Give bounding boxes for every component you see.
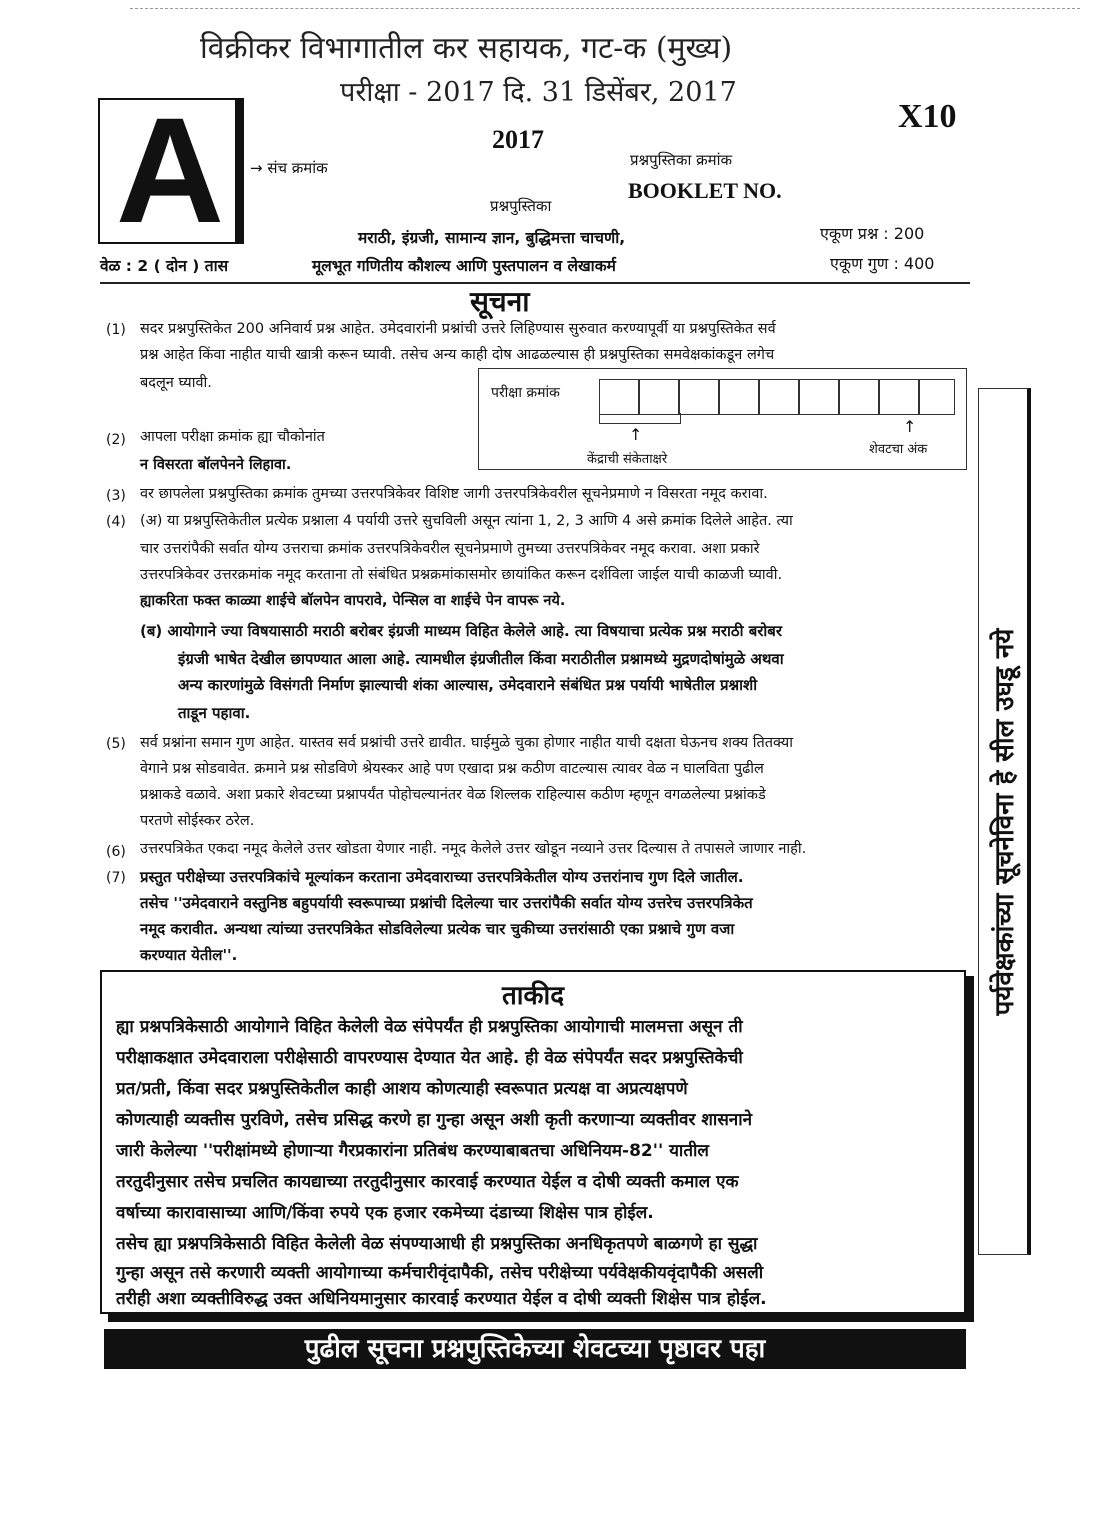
warning-box — [100, 970, 966, 1314]
instruction-4a-line-4: ह्याकरिता फक्त काळ्या शाईचे बॉलपेन वापरावे, पेन्सिल वा शाईचे पेन वापरू नये. — [140, 593, 566, 609]
last-digit-arrow-icon: ↑ — [903, 417, 917, 436]
instruction-4a-line-2: चार उत्तरांपैकी सर्वात योग्य उत्तराचा क्रमांक उत्तरपत्रिकेवरील सूचनेप्रमाणे तुमच्या उत्तरपत्रिकेवर नमूद करावा. अशा प्रकारे — [140, 541, 760, 557]
item-number-6: (6) — [106, 844, 126, 860]
instruction-4a-line-3: उत्तरपत्रिकेवर उत्तरक्रमांक नमूद करताना तो संबंधित प्रश्नक्रमांकासमोर छायांकित करून दर्शविला जाईल याची काळजी घ्यावी. — [140, 567, 783, 583]
roll-number-box — [478, 368, 967, 470]
instruction-5-line-3: प्रश्नाकडे वळावे. अशा प्रकारे शेवटच्या प्रश्नापर्यंत पोहोचल्यानंतर वेळ शिल्लक राहिल्यास कठीण म्हणून वगळलेल्या प्रश्नांकडे — [140, 787, 766, 803]
footer-banner: पुढील सूचना प्रश्नपुस्तिकेच्या शेवटच्या पृष्ठावर पहा — [104, 1329, 966, 1369]
set-letter-box — [98, 86, 242, 254]
header-divider — [100, 282, 970, 284]
booklet-no-label-mr: प्रश्नपुस्तिका क्रमांक — [630, 151, 732, 169]
instruction-5-line-2: वेगाने प्रश्न सोडवावेत. क्रमाने प्रश्न सोडविणे श्रेयस्कर आहे पण एखादा प्रश्न कठीण वाटल्यास त्यावर वेळ न घालविता पुढील — [140, 761, 764, 777]
roll-digit-box-1[interactable] — [599, 379, 639, 415]
warning-line-2: परीक्षाकक्षात उमेदवाराला परीक्षेसाठी वापरण्यास देण्यात येत आहे. ही वेळ संपेपर्यंत सदर प्रश्नपुस्तिकेची — [116, 1048, 743, 1068]
roll-digit-box-5[interactable] — [759, 379, 799, 415]
warning-line-1: ह्या प्रश्नपत्रिकेसाठी आयोगाने विहित केलेली वेळ संपेपर्यंत ही प्रश्नपुस्तिका आयोगाची मालमत्ता असून ती — [116, 1017, 743, 1037]
warning-box-shadow-bottom — [108, 1314, 974, 1322]
roll-digit-box-8[interactable] — [879, 379, 919, 415]
set-label: → संच क्रमांक — [250, 159, 328, 177]
booklet-label: प्रश्नपुस्तिका — [490, 197, 552, 215]
warning-line-9: गुन्हा असून तसे करणारी व्यक्ती आयोगाच्या कर्मचारीवृंदापैकी, तसेच परीक्षेच्या पर्यवेक्षकीयवृंदापैकी असली — [116, 1263, 764, 1283]
instruction-4b-line-1: (ब) आयोगाने ज्या विषयासाठी मराठी बरोबर इंग्रजी माध्यम विहित केलेले आहे. त्या विषयाचा प्रत्येक प्रश्न मराठी बरोबर — [140, 622, 782, 640]
instruction-4b-line-2: इंग्रजी भाषेत देखील छापण्यात आला आहे. त्यामधील इंग्रजीतील किंवा मराठीतील प्रश्नामध्ये मुद्रणदोषांमुळे अथवा — [178, 650, 784, 668]
warning-title: ताकीद — [501, 981, 565, 1011]
instruction-3-line-1: वर छापलेला प्रश्नपुस्तिका क्रमांक तुमच्या उत्तरपत्रिकेवर विशिष्ट जागी उत्तरपत्रिकेवरील सूचनेप्रमाणे न विसरता नमूद करावा. — [140, 486, 768, 502]
instruction-1-line-2: प्रश्न आहेत किंवा नाहीत याची खात्री करून घ्यावी. तसेच अन्य काही दोष आढळल्यास ही प्रश्नपुस्तिका समवेक्षकांकडून लगेच — [140, 347, 775, 363]
warning-line-6: तरतुदीनुसार तसेच प्रचलित कायद्याच्या तरतुदीनुसार कारवाई करण्यात येईल व दोषी व्यक्ती कमाल एक — [116, 1172, 739, 1192]
roll-digit-box-9[interactable] — [919, 379, 955, 415]
instruction-2-line-2: न विसरता बॉलपेनने लिहावा. — [140, 457, 292, 473]
roll-digit-box-7[interactable] — [839, 379, 879, 415]
instruction-7-line-2: तसेच ''उमेदवाराने वस्तुनिष्ठ बहुपर्यायी स्वरूपाच्या प्रश्नांची दिलेल्या चार उत्तरांपैकी सर्वात योग्य उत्तरेच उत्तरपत्रिकेत — [140, 894, 753, 912]
warning-box-shadow-right — [965, 976, 974, 1314]
warning-line-4: कोणत्याही व्यक्तीस पुरविणे, तसेच प्रसिद्ध करणे हा गुन्हा असून अशी कृती करणाऱ्या व्यक्तीवर शासनाने — [116, 1110, 753, 1130]
instruction-7-line-3: नमूद करावीत. अन्यथा त्यांच्या उत्तरपत्रिकेत सोडविलेल्या प्रत्येक चार चुकीच्या उत्तरांसाठी एका प्रश्नाचे गुण वजा — [140, 920, 735, 938]
warning-line-5: जारी केलेल्या ''परीक्षांमध्ये होणाऱ्या गैरप्रकारांना प्रतिबंध करण्याबाबतचा अधिनियम-82'' यातील — [116, 1141, 709, 1161]
instruction-6-line-1: उत्तरपत्रिकेत एकदा नमूद केलेले उत्तर खोडता येणार नाही. नमूद केलेले उत्तर खोडून नव्याने उत्तर दिल्यास ते तपासले जाणार नाही. — [140, 841, 807, 857]
set-letter: A — [115, 86, 225, 254]
roll-digit-box-2[interactable] — [639, 379, 679, 415]
year: 2017 — [492, 125, 544, 154]
warning-line-8: तसेच ह्या प्रश्नपत्रिकेसाठी विहित केलेली वेळ संपण्याआधी ही प्रश्नपुस्तिका अनधिकृतपणे बाळगणे हा सुद्धा — [116, 1234, 758, 1254]
handwritten-line-1: विक्रीकर विभागातील कर सहायक, गट-क (मुख्य) — [200, 31, 733, 66]
roll-digit-box-3[interactable] — [679, 379, 719, 415]
top-dashed-line — [130, 8, 1080, 9]
instructions-heading: सूचना — [470, 285, 530, 318]
instruction-1-line-1: सदर प्रश्नपुस्तिकेत 200 अनिवार्य प्रश्न आहेत. उमेदवारांनी प्रश्नांची उत्तरे लिहिण्यास सुरुवात करण्यापूर्वी या प्रश्नपुस्तिकेत सर्व — [140, 321, 776, 337]
exam-duration: वेळ : 2 ( दोन ) तास — [100, 257, 229, 275]
box-shadow — [235, 98, 244, 244]
item-number-7: (7) — [106, 870, 126, 886]
instruction-2-line-1: आपला परीक्षा क्रमांक ह्या चौकोनांत — [140, 429, 325, 445]
roll-digit-box-6[interactable] — [799, 379, 839, 415]
instruction-7-line-4: करण्यात येतील''. — [140, 946, 238, 964]
centre-code-bracket — [599, 413, 681, 424]
item-number-4: (4) — [106, 514, 126, 530]
warning-line-3: प्रत/प्रती, किंवा सदर प्रश्नपुस्तिकेतील काही आशय कोणत्याही स्वरूपात प्रत्यक्ष वा अप्रत्यक्षपणे — [116, 1079, 688, 1099]
booklet-no-label-en: BOOKLET NO. — [628, 178, 782, 203]
subjects-line-2: मूलभूत गणितीय कौशल्य आणि पुस्तपालन व लेखाकर्म — [312, 257, 616, 275]
instruction-5-line-4: परतणे सोईस्कर ठरेल. — [140, 813, 255, 829]
instruction-4b-line-4: ताडून पहावा. — [178, 704, 251, 722]
centre-code-label: केंद्राची संकेताक्षरे — [587, 452, 668, 467]
roll-number-label: परीक्षा क्रमांक — [491, 385, 560, 401]
warning-line-7: वर्षाच्या कारावासाच्या आणि/किंवा रुपये एक हजार रकमेच्या दंडाच्या शिक्षेस पात्र होईल. — [116, 1203, 654, 1223]
seal-notice-text: पर्यवेक्षकांच्या सूचनेविना हे सील उघडू नये — [990, 628, 1020, 1015]
instruction-4a-line-1: (अ) या प्रश्नपुस्तिकेतील प्रत्येक प्रश्नाला 4 पर्यायी उत्तरे सुचविली असून त्यांना 1, 2, 3 आणि 4 असे क्रमांक दिलेले आहेत. त्या — [140, 513, 793, 529]
total-marks: एकूण गुण : 400 — [830, 254, 935, 273]
last-digit-label: शेवटचा अंक — [869, 442, 928, 457]
subjects-line-1: मराठी, इंग्रजी, सामान्य ज्ञान, बुद्धिमत्ता चाचणी, — [358, 229, 626, 247]
centre-arrow-icon: ↑ — [629, 425, 643, 444]
item-number-1: (1) — [106, 322, 126, 338]
series-code: X10 — [898, 98, 957, 135]
item-number-5: (5) — [106, 736, 126, 752]
instruction-5-line-1: सर्व प्रश्नांना समान गुण आहेत. यास्तव सर्व प्रश्नांची उत्तरे द्यावीत. घाईमुळे चुका होणार नाहीत याची दक्षता घेऊनच शक्य तितक्या — [140, 735, 793, 751]
instruction-1-line-3: बदलून घ्यावी. — [140, 375, 212, 391]
seal-notice-strip — [978, 388, 1031, 1255]
handwritten-line-2: परीक्षा - 2017 दि. 31 डिसेंबर, 2017 — [340, 77, 737, 108]
item-number-2: (2) — [106, 432, 126, 448]
instruction-7-line-1: प्रस्तुत परीक्षेच्या उत्तरपत्रिकांचे मूल्यांकन करताना उमेदवाराच्या उत्तरपत्रिकेतील योग्य उत्तरांनाच गुण दिले जातील. — [140, 868, 744, 886]
roll-digit-box-4[interactable] — [719, 379, 759, 415]
warning-line-10: तरीही अशा व्यक्तीविरुद्ध उक्त अधिनियमानुसार कारवाई करण्यात येईल व दोषी व्यक्ती शिक्षेस पात्र होईल. — [116, 1289, 767, 1309]
total-questions: एकूण प्रश्न : 200 — [820, 224, 925, 243]
instruction-4b-line-3: अन्य कारणांमुळे विसंगती निर्माण झाल्याची शंका आल्यास, उमेदवाराने संबंधित प्रश्न पर्यायी भाषेतील प्रश्नाशी — [178, 676, 758, 694]
item-number-3: (3) — [106, 488, 126, 504]
